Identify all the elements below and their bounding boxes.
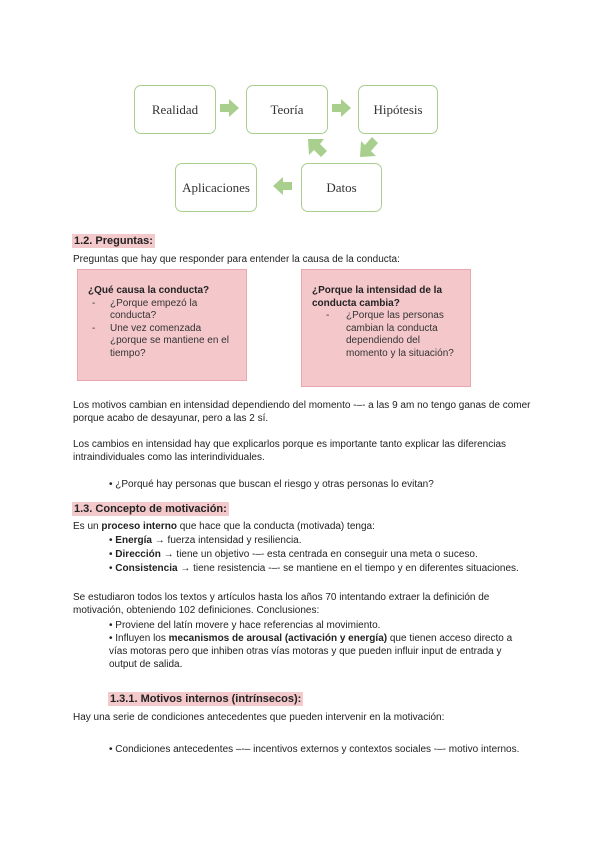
section-heading-preguntas: 1.2. Preguntas: — [74, 235, 153, 247]
callout-question-line-2: conducta cambia? — [312, 297, 400, 309]
diagram-box-teoria — [246, 85, 328, 134]
section-heading-motivos-internos: 1.3.1. Motivos internos (intrínsecos): — [110, 693, 302, 705]
bullet-condiciones: • Condiciones antecedentes –-– incentivos externos y contextos sociales -–- motivo internos. — [109, 744, 520, 755]
section-heading-concepto: 1.3. Concepto de motivación: — [74, 503, 227, 515]
paragraph-cambios-intensidad: Los cambios en intensidad hay que explicarlos porque es importante tanto explicar las diferencias intraindividuales como las interindividuales. — [73, 439, 507, 463]
diagram-box-datos — [301, 163, 382, 212]
list-item: - Une vez comenzada ¿porque se mantiene en el tiempo? — [92, 322, 229, 359]
arrow-right-icon — [332, 99, 352, 117]
preguntas-intro: Preguntas que hay que responder para entender la causa de la conducta: — [73, 254, 400, 265]
diagram-label-aplicaciones: Aplicaciones — [182, 179, 250, 195]
arrow-down-left-icon — [358, 137, 380, 159]
diagram-label-datos: Datos — [326, 179, 357, 195]
list-item: - ¿Porque empezó la conducta? — [92, 297, 198, 321]
diagram-label-hipotesis: Hipótesis — [373, 101, 423, 117]
concepto-intro: Es un proceso interno que hace que la conducta (motivada) tenga: — [73, 521, 375, 532]
paragraph-definiciones: Se estudiaron todos los textos y artículos hasta los años 70 intentando extraer la definición de motivación, obteniendo 102 definiciones. Conclusiones: — [73, 592, 490, 616]
callout-question: ¿Qué causa la conducta? — [88, 285, 210, 296]
diagram-label-teoria: Teoría — [270, 101, 304, 117]
arrow-up-left-icon — [306, 137, 328, 159]
callout-que-causa — [77, 269, 247, 381]
callout-intensidad — [301, 269, 471, 387]
paragraph-motivos-cambian: Los motivos cambian en intensidad dependiendo del momento -–- a las 9 am no tengo ganas de comer porque acabo de desayunar, pero a las 2 sí. — [73, 400, 531, 424]
arrow-left-icon — [272, 177, 292, 195]
diagram-label-realidad: Realidad — [151, 101, 199, 117]
diagram-box-realidad — [134, 85, 216, 134]
list-item: - ¿Porque las personas cambian la conducta dependiendo del momento y la situación? — [326, 310, 454, 359]
bullet-latin: • Proviene del latín movere y hace referencias al movimiento. — [109, 620, 381, 631]
bullet-riesgo: • ¿Porqué hay personas que buscan el riesgo y otras personas lo evitan? — [109, 479, 434, 490]
bullet-energia: • Energía → fuerza intensidad y resiliencia. — [109, 535, 302, 546]
motivos-intro: Hay una serie de condiciones antecedentes que pueden intervenir en la motivación: — [73, 712, 445, 723]
arrow-right-icon — [220, 99, 240, 117]
bullet-consistencia: • Consistencia → tiene resistencia -–- se mantiene en el tiempo y en diferentes situaciones. — [109, 563, 519, 574]
diagram-box-hipotesis — [358, 85, 438, 134]
callout-question-line-1: ¿Porque la intensidad de la — [312, 285, 443, 296]
bullet-arousal: • Influyen los mecanismos de arousal (activación y energía) que tienen acceso directo a vías motoras pero que inhiben otras vías motoras y que pueden influir input de entrada y output de salida. — [109, 633, 513, 670]
diagram-box-aplicaciones — [175, 163, 257, 212]
bullet-direccion: • Dirección → tiene un objetivo -–- esta centrada en conseguir una meta o suceso. — [109, 549, 478, 560]
